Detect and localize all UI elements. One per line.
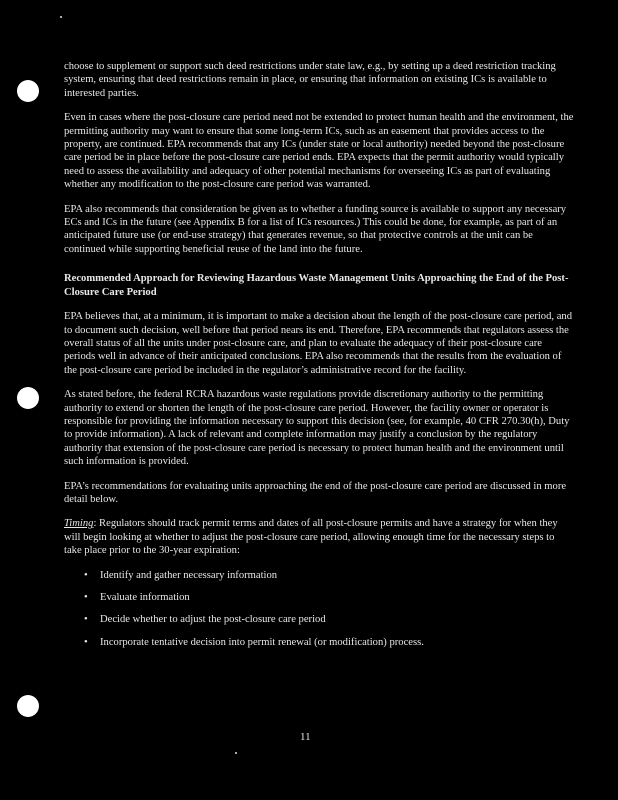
list-item: • Decide whether to adjust the post-closure care period — [84, 614, 326, 626]
bullet-icon: • — [84, 569, 88, 581]
document-body — [64, 60, 574, 658]
punch-hole-middle — [17, 387, 39, 409]
steps-list — [64, 569, 574, 650]
punch-hole-top — [17, 80, 39, 102]
scan-speck — [60, 16, 62, 18]
scan-speck — [235, 752, 237, 754]
list-item: • Evaluate information — [84, 592, 190, 603]
paragraph-deed-restrictions: choose to supplement or support such deed restrictions under state law, e.g., by setting up a deed restriction tracking system, ensuring that deed restrictions remain in place, or ensuring that information on existing ICs is available to interested parties. — [64, 61, 556, 99]
bullet-icon: • — [84, 636, 88, 648]
list-item: • Identify and gather necessary information — [84, 569, 278, 581]
paragraph-rcra-authority: As stated before, the federal RCRA hazardous waste regulations provide discretionary authority to the permitting authority to extend or shorten the length of the post-closure care period. However, the facility owner or operator is responsible for providing the information necessary to support this decision (see, for example, 40 CFR 270.30(h), Duty to provide information). A lack of relevant and complete information may justify a conclusion by the regulatory authority that extension of the post-closure care period is necessary to protect human health and the environment until such information is provided. — [64, 389, 570, 468]
page-number: 11 — [300, 731, 311, 743]
section-heading: Recommended Approach for Reviewing Hazardous Waste Management Units Approaching the End of the Post-Closure Care Period — [64, 273, 569, 298]
paragraph-recommendations: EPA’s recommendations for evaluating units approaching the end of the post-closure care period are discussed in more detail below. — [64, 480, 567, 505]
timing-text: : Regulators should track permit terms and dates of all post-closure permits and have a strategy for when they will begin looking at whether to adjust the post-closure care period, allowing enough time for the necessary steps to take place prior to the 30-year expiration: — [64, 518, 558, 557]
paragraph-timing — [64, 517, 574, 557]
paragraph-funding-source: EPA also recommends that consideration be given as to whether a funding source is available to support any necessary ECs and ICs in the future (see Appendix B for a list of ICs resources.) This could be done, for example, as part of an anticipated future use (or end-use strategy) that generates revenue, so that protective controls at the unit can be continued while supporting beneficial reuse of the land into the future. — [64, 203, 567, 255]
timing-label: Timing — [64, 518, 94, 530]
paragraph-long-term-ics: Even in cases where the post-closure care period need not be extended to protect human health and the environment, the permitting authority may want to ensure that some long-term ICs, such as an easement that provides access to the property, are continued. EPA recommends that any ICs (under state or local authority) needed beyond the post-closure care period be in place before the post-closure care period ends. EPA expects that the permit authority would typically need to assess the availability and adequacy of other potential mechanisms for overseeing ICs as part of evaluating whether any modification to the post-closure care period was warranted. — [64, 112, 574, 191]
punch-hole-bottom — [17, 695, 39, 717]
paragraph-epa-believes: EPA believes that, at a minimum, it is important to make a decision about the length of the post-closure care period, and to document such decision, well before that period nears its end. Therefore, EPA recommends that regulators assess the overall status of all the units under post-closure care, and plan to evaluate the adequacy of their post-closure care periods well in advance of their anticipated conclusions. EPA also recommends that the results from the evaluation of the post-closure care period be included in the regulator’s administrative record for the facility. — [64, 311, 572, 376]
bullet-icon: • — [84, 614, 88, 626]
bullet-icon: • — [84, 592, 88, 603]
list-item: • Incorporate tentative decision into permit renewal (or modification) process. — [84, 636, 424, 648]
